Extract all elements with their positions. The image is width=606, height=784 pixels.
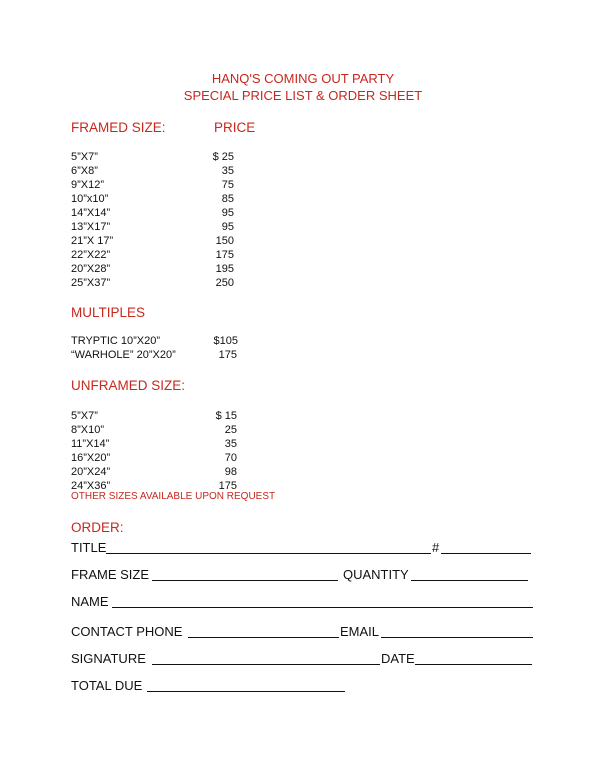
email-label: EMAIL (340, 624, 380, 639)
framed-price-cell: 75 (221, 179, 234, 191)
number-field[interactable] (441, 541, 531, 554)
contact-phone-label: CONTACT PHONE (71, 624, 183, 639)
unframed-price-cell: $ 15 (215, 410, 237, 422)
total-due-field[interactable] (147, 679, 345, 692)
quantity-field[interactable] (411, 568, 528, 581)
framed-price-cell: 95 (221, 207, 234, 219)
framed-size-cell: 14”X14” (71, 207, 111, 219)
multiples-price-cell: $105 (213, 335, 238, 347)
date-label: DATE (381, 651, 415, 666)
document-title-line1: HANQ'S COMING OUT PARTY (211, 71, 395, 86)
unframed-size-cell: 8”X10” (71, 424, 105, 436)
name-field[interactable] (112, 595, 533, 608)
quantity-label: QUANTITY (343, 567, 409, 582)
frame-size-label: FRAME SIZE (71, 567, 150, 582)
framed-size-cell: 10”x10” (71, 193, 109, 205)
framed-price-cell: 95 (221, 221, 234, 233)
framed-size-cell: 9”X12” (71, 179, 105, 191)
framed-size-heading: FRAMED SIZE: (71, 120, 166, 135)
framed-price-cell: 195 (215, 263, 234, 275)
multiples-size-cell: “WARHOLE” 20”X20” (71, 349, 176, 361)
multiples-size-cell: TRYPTIC 10”X20” (71, 335, 161, 347)
framed-size-cell: 21”X 17” (71, 235, 114, 247)
number-label: # (432, 540, 440, 555)
name-label: NAME (71, 594, 109, 609)
unframed-size-cell: 16”X20” (71, 452, 111, 464)
framed-size-cell: 20”X28” (71, 263, 111, 275)
date-field[interactable] (415, 652, 532, 665)
unframed-size-cell: 20”X24” (71, 466, 111, 478)
unframed-size-heading: UNFRAMED SIZE: (71, 378, 186, 393)
title-field[interactable] (106, 541, 431, 554)
framed-size-cell: 6”X8” (71, 165, 98, 177)
framed-price-cell: 85 (221, 193, 234, 205)
framed-size-cell: 25”X37” (71, 277, 111, 289)
unframed-price-cell: 175 (218, 480, 237, 492)
framed-price-cell: $ 25 (212, 151, 234, 163)
unframed-price-cell: 35 (224, 438, 237, 450)
contact-phone-field[interactable] (188, 625, 339, 638)
multiples-price-cell: 175 (218, 349, 237, 361)
unframed-size-cell: 24”X36” (71, 480, 111, 492)
multiples-heading: MULTIPLES (71, 305, 146, 320)
unframed-size-cell: 11”X14” (71, 438, 110, 450)
framed-price-cell: 150 (215, 235, 234, 247)
other-sizes-note: OTHER SIZES AVAILABLE UPON REQUEST (71, 491, 276, 502)
document-title-line2: SPECIAL PRICE LIST & ORDER SHEET (183, 88, 423, 103)
unframed-price-cell: 98 (224, 466, 237, 478)
framed-size-cell: 13”X17” (71, 221, 111, 233)
signature-field[interactable] (152, 652, 380, 665)
unframed-price-cell: 25 (224, 424, 237, 436)
unframed-size-cell: 5”X7” (71, 410, 98, 422)
signature-label: SIGNATURE (71, 651, 146, 666)
total-due-label: TOTAL DUE (71, 678, 143, 693)
email-field[interactable] (381, 625, 533, 638)
framed-price-cell: 35 (221, 165, 234, 177)
unframed-price-cell: 70 (224, 452, 237, 464)
frame-size-field[interactable] (152, 568, 338, 581)
framed-price-cell: 250 (215, 277, 234, 289)
framed-size-cell: 5”X7” (71, 151, 98, 163)
framed-price-cell: 175 (215, 249, 234, 261)
framed-size-cell: 22”X22” (71, 249, 111, 261)
price-heading: PRICE (214, 120, 256, 135)
title-label: TITLE (71, 540, 107, 555)
order-heading: ORDER: (71, 520, 124, 535)
